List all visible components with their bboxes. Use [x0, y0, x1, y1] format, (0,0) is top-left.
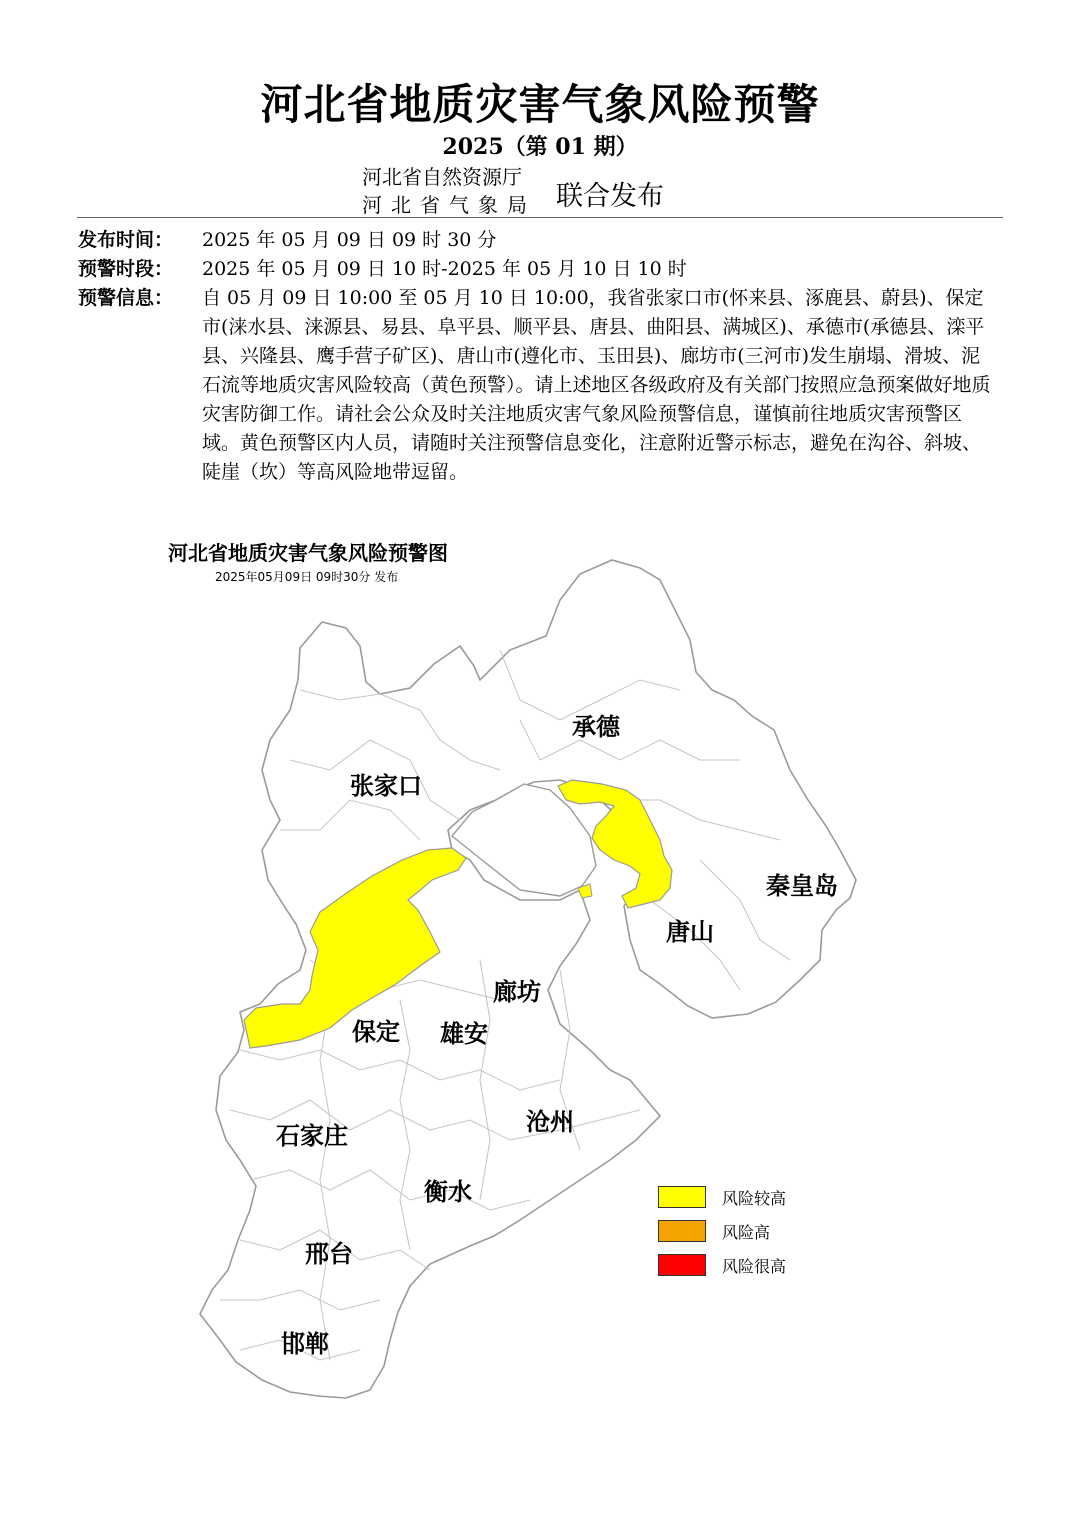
- page-title: 河北省地质灾害气象风险预警: [260, 80, 820, 129]
- map-legend: [658, 1180, 786, 1282]
- city-label-hengshui: 衡水: [424, 1178, 472, 1206]
- joint-release-label: 联合发布: [556, 181, 664, 212]
- map-title: 河北省地质灾害气象风险预警图: [168, 541, 448, 565]
- warning-message-value: 自 05 月 09 日 10:00 至 05 月 10 日 10:00，我省张家口市(怀来县、涿鹿县、蔚县)、保定市(涞水县、涞源县、易县、阜平县、顺平县、唐县、曲阳县、满城区)、承德市(承德县、滦平县、兴隆县、鹰手营子矿区)、唐山市(遵化市、玉田县)、廊坊市(三河市)发生崩塌、滑坡、泥石流等地质灾害风险较高（黄色预警）。请上述地区各级政府及有关部门按照应急预案做好地质灾害防御工作。请社会公众及时关注地质灾害气象风险预警信息，谨慎前往地质灾害预警区域。黄色预警区内人员，请随时关注预警信息变化，注意附近警示标志，避免在沟谷、斜坡、陡崖（坎）等高风险地带逗留。: [202, 287, 991, 483]
- publish-time-label: 发布时间：: [78, 229, 174, 251]
- city-label-baoding: 保定: [352, 1018, 400, 1046]
- warning-period-value: 2025 年 05 月 09 日 10 时-2025 年 05 月 10 日 10 时: [202, 258, 687, 280]
- city-label-handan: 邯郸: [281, 1330, 329, 1358]
- city-label-xingtai: 邢台: [305, 1240, 353, 1268]
- city-label-chengde: 承德: [572, 713, 620, 741]
- legend-item-risk-higher: [658, 1180, 786, 1214]
- city-label-qinhuangdao: 秦皇岛: [766, 872, 838, 900]
- publish-time-value: 2025 年 05 月 09 日 09 时 30 分: [202, 229, 497, 251]
- issue-number: 2025（第 01 期）: [442, 134, 638, 160]
- legend-label: 风险高: [722, 1222, 771, 1242]
- warning-period-label: 预警时段：: [78, 258, 174, 280]
- map-subtitle: 2025年05月09日 09时30分 发布: [215, 570, 399, 584]
- legend-item-risk-very-high: [658, 1248, 786, 1282]
- city-label-langfang: 廊坊: [493, 978, 541, 1006]
- issuer-natural-resources: 河北省自然资源厅: [362, 165, 522, 189]
- legend-label: 风险很高: [722, 1256, 787, 1276]
- warning-message-label: 预警信息：: [78, 287, 174, 309]
- legend-swatch: [658, 1220, 706, 1242]
- legend-item-risk-high: [658, 1214, 786, 1248]
- city-label-cangzhou: 沧州: [526, 1108, 574, 1136]
- legend-swatch: [658, 1186, 706, 1208]
- issuer-meteorological: 河北省气象局: [362, 193, 536, 217]
- city-label-shijiazhuang: 石家庄: [276, 1122, 348, 1150]
- city-label-zhangjiakou: 张家口: [350, 772, 422, 800]
- city-label-tangshan: 唐山: [666, 918, 714, 946]
- legend-label: 风险较高: [722, 1188, 787, 1208]
- legend-swatch: [658, 1254, 706, 1276]
- city-label-xiongan: 雄安: [440, 1020, 488, 1048]
